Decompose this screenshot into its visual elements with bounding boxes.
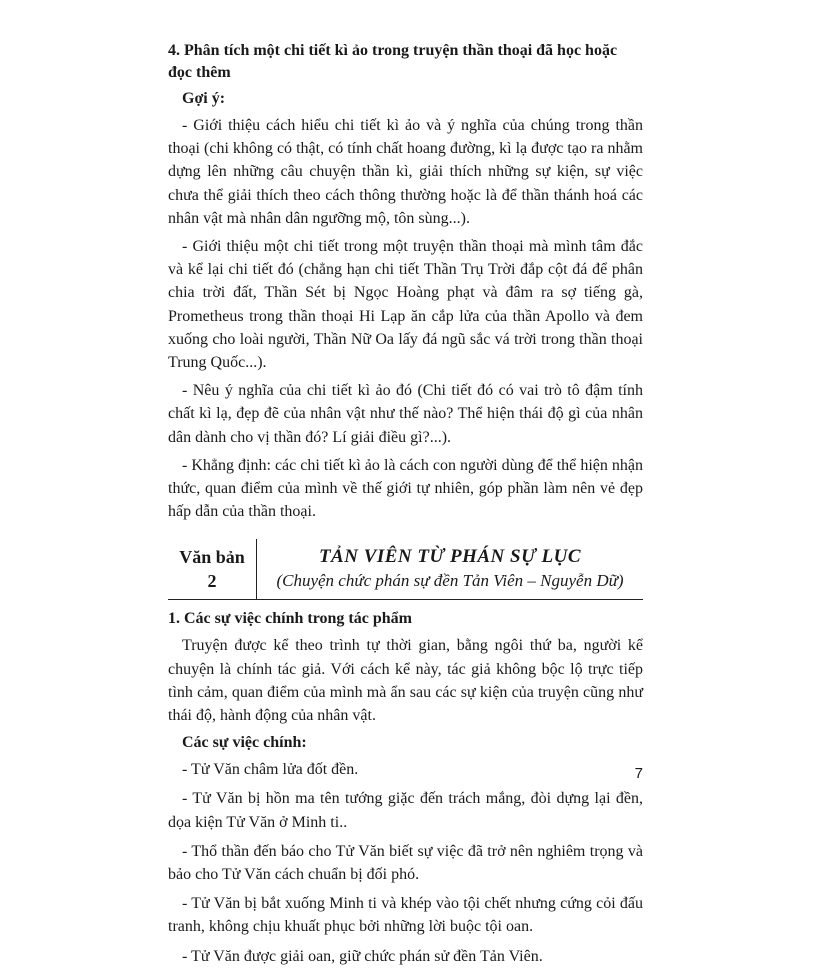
events-label: Các sự việc chính: xyxy=(182,734,307,752)
hint-label: Gợi ý: xyxy=(182,90,226,107)
section-1-intro: Truyện được kể theo trình tự thời gian, bằng ngôi thứ ba, người kể chuyện là chính tác giả. Với cách kể này, tác giả không bộc lộ trực tiếp tình cảm, quan điểm của mình mà ẩn sau các sự kiện của truyện cũng như thái độ, hành động của nhân vật. xyxy=(168,637,643,725)
event-item: - Tử Văn được giải oan, giữ chức phán sử đền Tản Viên. xyxy=(182,947,543,965)
text-title-box xyxy=(168,539,643,600)
story-subtitle: (Chuyện chức phán sự đền Tản Viên – Nguyễn Dữ) xyxy=(276,571,624,591)
hint-paragraph: - Nêu ý nghĩa của chi tiết kì ảo đó (Chi tiết đó có vai trò tô đậm tính chất kì lạ, đẹp đẽ của nhân vật như thế nào? Thể hiện thái độ gì của nhân dân dành cho vị thần đó? Lí giải điều gì?...). xyxy=(168,382,643,446)
section-1-heading: 1. Các sự việc chính trong tác phẩm xyxy=(168,610,412,628)
hint-paragraph: - Giới thiệu cách hiểu chi tiết kì ảo và ý nghĩa của chúng trong thần thoại (chi không có thật, có tính chất hoang đường, kì lạ được tạo ra nhằm dựng lên những câu chuyện thần kì, giải thích những sự kiện, sự việc chưa thể giải thích theo cách thông thường hoặc là để thần thánh hoá các nhân vật mà nhân dân ngưỡng mộ, tôn sùng...). xyxy=(168,117,643,227)
text-title-area xyxy=(257,539,643,599)
event-item: - Tử Văn bị hồn ma tên tướng giặc đến trách mắng, đòi dựng lại đền, dọa kiện Tử Văn ở Minh ti.. xyxy=(168,790,643,831)
story-title: TẢN VIÊN TỪ PHÁN SỰ LỤC xyxy=(318,546,582,568)
page-number: 7 xyxy=(634,765,643,782)
event-item: - Tử Văn châm lửa đốt đền. xyxy=(182,761,359,779)
section-1 xyxy=(168,608,643,967)
hint-paragraph: - Giới thiệu một chi tiết trong một truyện thần thoại mà mình tâm đắc và kể lại chi tiết đó (chẳng hạn chi tiết Thần Trụ Trời đắp cột đá để phân chia trời đất, Thần Sét bị Ngọc Hoàng phạt và đâm ra sợ tiếng gà, Prometheus trong thần thoại Hi Lạp ăn cắp lửa của thần Apollo và đem xuống cho loài người, Thần Nữ Oa lấy đá ngũ sắc vá trời trong thần thoại Trung Quốc...). xyxy=(168,238,643,372)
text-label: Văn bản xyxy=(179,547,245,568)
section-4-heading: 4. Phân tích một chi tiết kì ảo trong truyện thần thoại đã học hoặc đọc thêm xyxy=(168,42,618,81)
hint-paragraph: - Khẳng định: các chi tiết kì ảo là cách con người dùng để thể hiện nhận thức, quan điểm của mình về thế giới tự nhiên, góp phần làm nên vẻ đẹp hấp dẫn của thần thoại. xyxy=(168,456,643,521)
event-item: - Tử Văn bị bắt xuống Minh ti và khép vào tội chết nhưng cứng cỏi đấu tranh, không chịu khuất phục bởi những lời buộc tội oan. xyxy=(168,895,643,936)
event-item: - Thổ thần đến báo cho Tử Văn biết sự việc đã trở nên nghiêm trọng và bảo cho Tử Văn cách chuẩn bị đối phó. xyxy=(168,842,643,884)
text-number-label xyxy=(168,539,257,599)
text-number: 2 xyxy=(207,571,217,592)
